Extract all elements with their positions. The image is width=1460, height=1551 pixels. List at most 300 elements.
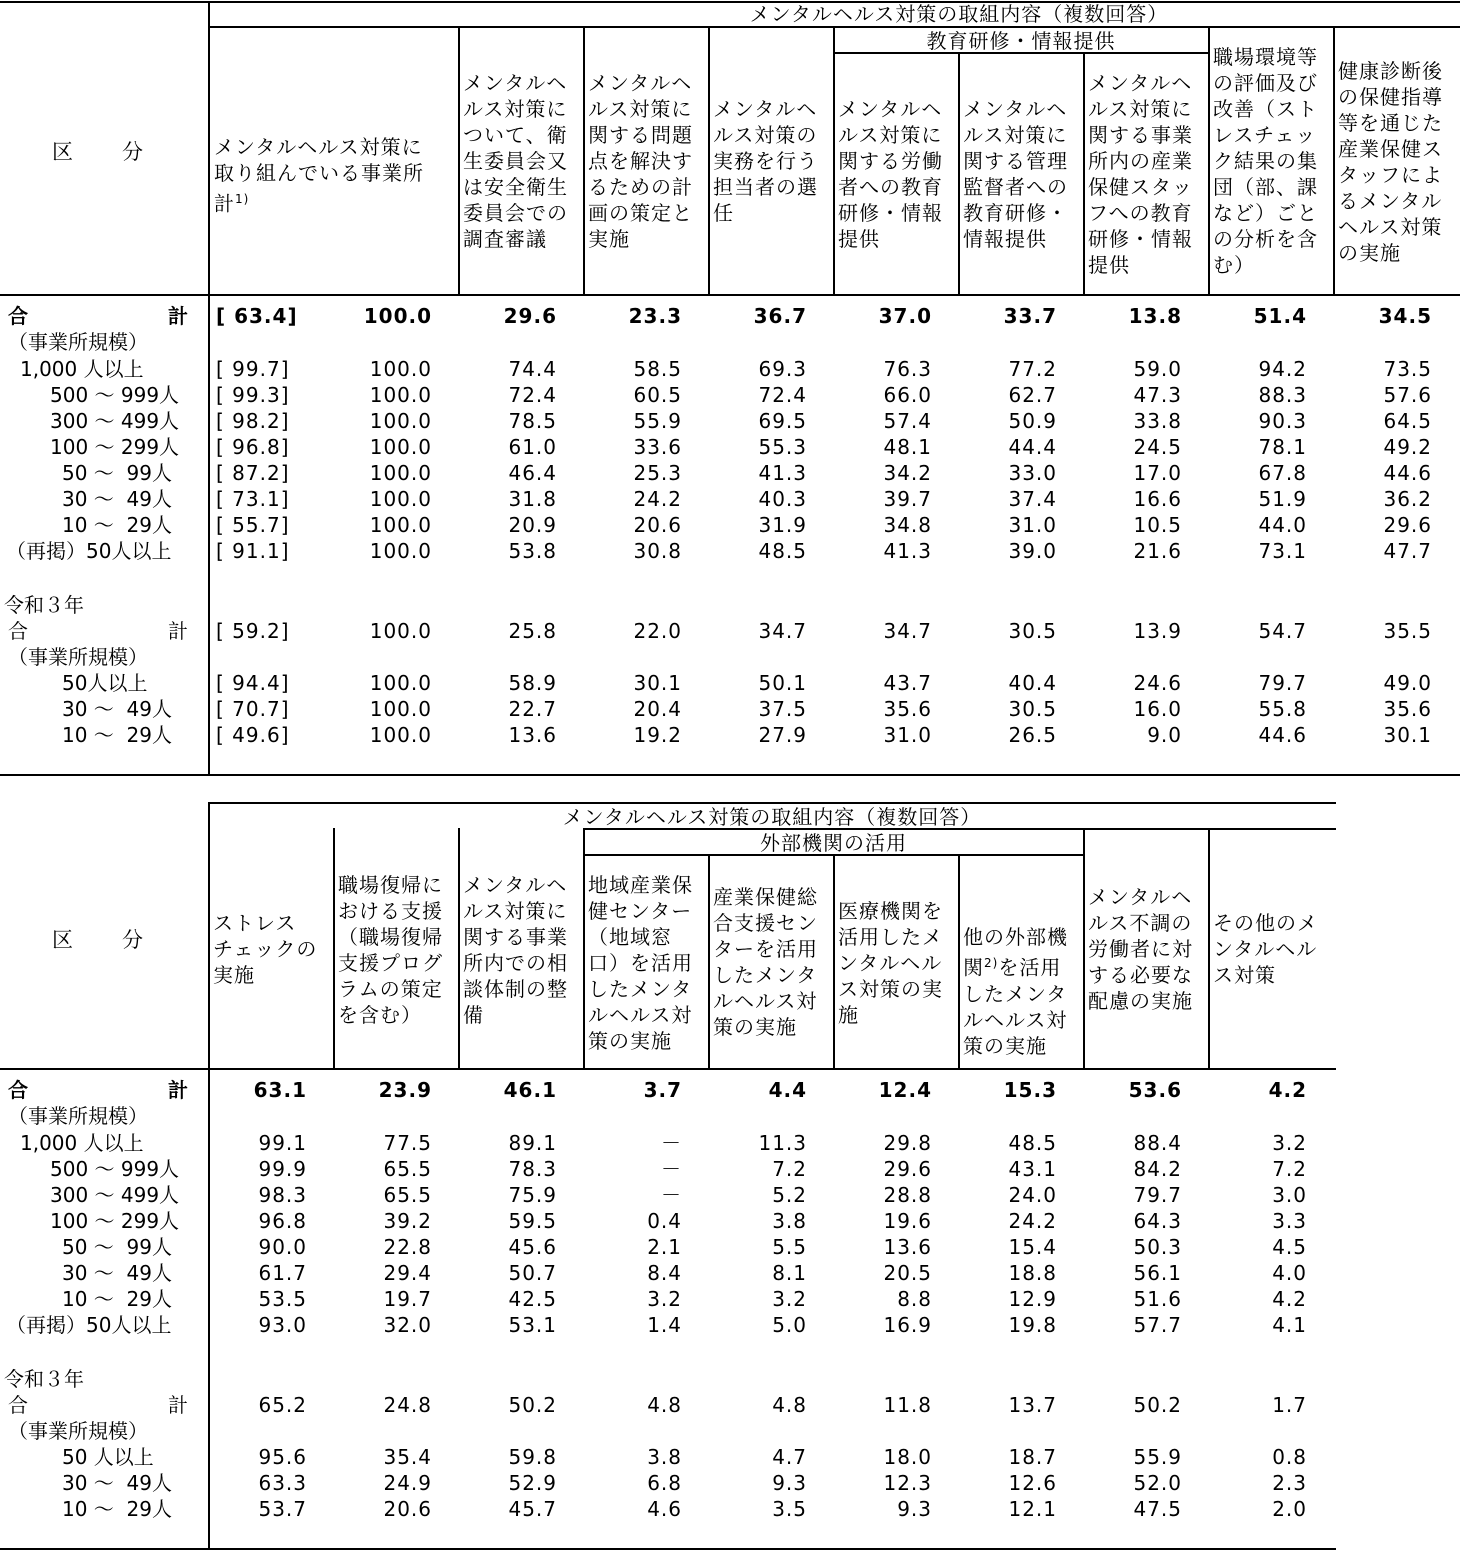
cell-value: 29.6: [503, 304, 557, 328]
cell-value: 18.0: [883, 1445, 932, 1469]
col-header-3: メンタルヘ ルス対策に 関する事業 所内での相 談体制の整 備: [463, 873, 568, 1027]
cell-value: 16.0: [1133, 697, 1182, 721]
cell-value: 19.2: [633, 723, 682, 747]
cell-value: 4.8: [772, 1393, 807, 1417]
cell-value: 72.4: [508, 383, 557, 407]
cell-value: 4.7: [772, 1445, 807, 1469]
cell-total: 100.0: [369, 723, 432, 747]
cell-value: 78.5: [508, 409, 557, 433]
cell-value: 8.4: [647, 1261, 682, 1285]
sub-group-title: 外部機関の活用: [760, 831, 907, 855]
cell-value: 64.3: [1133, 1209, 1182, 1233]
cell-value: 47.7: [1383, 539, 1432, 563]
cell-value: 4.2: [1268, 1078, 1307, 1102]
cell-value: 65.5: [383, 1157, 432, 1181]
cell-value: 44.4: [1008, 435, 1057, 459]
cell-value: 88.3: [1258, 383, 1307, 407]
cell-value: 40.3: [758, 487, 807, 511]
section-label-row: [0, 1366, 208, 1392]
cell-value: 7.2: [772, 1157, 807, 1181]
cell-value: 28.8: [883, 1183, 932, 1207]
table-row: [0, 1234, 1336, 1260]
cell-value: 73.1: [1258, 539, 1307, 563]
cell-value: 18.8: [1008, 1261, 1057, 1285]
table-row: [0, 486, 1460, 512]
cell-value: 12.4: [878, 1078, 932, 1102]
cell-value: －: [661, 1131, 682, 1155]
cell-total: 100.0: [369, 697, 432, 721]
row-label: 30 ～ 49人: [62, 1471, 172, 1495]
cell-value: 3.3: [1272, 1209, 1307, 1233]
section-label: 令和３年: [4, 593, 84, 617]
cell-value: 24.9: [383, 1471, 432, 1495]
cell-value: 12.6: [1008, 1471, 1057, 1495]
row-label-total: 合: [8, 1393, 28, 1417]
cell-total: 100.0: [369, 671, 432, 695]
col-header-2: 職場復帰に おける支援 （職場復帰 支援プログ ラムの策定 を含む）: [338, 873, 443, 1027]
table-row: [0, 1208, 1336, 1234]
cell-value: 78.1: [1258, 435, 1307, 459]
cell-value: 24.2: [1008, 1209, 1057, 1233]
cell-value: 26.5: [1008, 723, 1057, 747]
cell-value: 30.1: [633, 671, 682, 695]
section-label-row: [0, 329, 208, 355]
cell-value: 4.2: [1272, 1287, 1307, 1311]
cell-value: 69.3: [758, 357, 807, 381]
cell-value: 13.9: [1133, 619, 1182, 643]
cell-value: 44.0: [1258, 513, 1307, 537]
cell-value: 59.0: [1133, 357, 1182, 381]
col-header-3: メンタルヘ ルス対策の 実務を行う 担当者の選 任: [713, 97, 818, 225]
cell-value: 9.0: [1147, 723, 1182, 747]
cell-value: 93.0: [258, 1313, 307, 1337]
cell-total: 100.0: [363, 304, 432, 328]
table-lower: 区 分 メンタルヘルス対策の取組内容（複数回答） 外部機関の活用 ストレス チェックの 実施 職場復帰に おける支援 （職場復帰 支援プログ ラムの策定 を含む） メンタルヘ ルス対策に 関する事業 所内での相 談体制の整 備 地域産業保 健センター （地域窓 口）を活用 したメンタ ルヘルス対 策の実施 産業保健総 合支援セン ターを活用 したメンタ ルヘルス対 策の実施 医療機関を 活用したメ ンタルヘル ス対策の実 施 他の外部機 関$^{2)}$を活用 したメンタ ルヘルス対 策の実施 メンタルヘ ルス不調の 労働者に対 する必要な 配慮の実施 その他のメ ンタルヘル ス対策 （事業所規模） 令和３年 （事業所規模） 合 計 63.1 23.9 46.1 3.7 4.4 12.4 15.3 53.6 4.2 1,000 人以上 99.1 77.5 89.1 － 11.3 29.8 48.5 88.4 3.2 500 ～ 999人 99.9 65.5 78.3 － 7.2 29.6 43.1 84.2 7.2 300 ～ 499人 98.3 65.5 75.9 － 5.2 28.8 24.0 79.7 3.0 100 ～ 299人 96.8 39.2 59.5 0.4 3.8 19.6 24.2 64.3 3.3 50 ～ 99人 90.0 22.8 45.6 2.1 5.5 13.6 15.4 50.3 4.5 30 ～ 49人 61.7 29.4 50.7 8.4 8.1 20.5 18.8 56.1 4.0 10 ～ 29人 53.5 19.7 42.5 3.2 3.2 8.8 12.9 51.6 4.2 （再掲）50人以上 93.0 32.0 53.1 1.4 5.0 16.9 19.8 57.7 4.1 合 計 65.2 24.8 50.2 4.8 4.8 11.8 13.7 50.2 1.7 50 人以上 95.6 35.4 59.8 3.8 4.7 18.0 18.7 55.9 0.8 30 ～ 49人 63.3 24.9 52.9 6.8 9.3 12.3 12.6 52.0 2.3 10 ～ 29人 53.7 20.6 45.7 4.6 3.5 9.3 12.1 47.5 2.0: [0, 802, 1336, 1551]
cell-value: 3.5: [772, 1497, 807, 1521]
cell-value: 44.6: [1383, 461, 1432, 485]
cell-value: 23.9: [378, 1078, 432, 1102]
cell-value: 61.7: [258, 1261, 307, 1285]
cell-value: 75.9: [508, 1183, 557, 1207]
cell-value: 41.3: [758, 461, 807, 485]
cell-value: 22.0: [633, 619, 682, 643]
cell-value: －: [661, 1183, 682, 1207]
cell-value: 99.1: [258, 1131, 307, 1155]
cell-value: 19.6: [883, 1209, 932, 1233]
cell-value: 30.5: [1008, 697, 1057, 721]
table-row: [0, 512, 1460, 538]
cell-value: 31.0: [883, 723, 932, 747]
table-row: [0, 722, 1460, 748]
row-label-total: 合: [8, 1078, 28, 1102]
cell-value: 51.9: [1258, 487, 1307, 511]
cell-value: 39.0: [1008, 539, 1057, 563]
table-row: [0, 1130, 1336, 1156]
cell-value: 69.5: [758, 409, 807, 433]
cell-value: 4.6: [647, 1497, 682, 1521]
cell-value: 65.5: [383, 1183, 432, 1207]
row-label: 500 ～ 999人: [50, 383, 180, 407]
col-header-4: 地域産業保 健センター （地域窓 口）を活用 したメンタ ルヘルス対 策の実施: [588, 873, 693, 1053]
table-row: [0, 434, 1460, 460]
cell-value: 53.7: [258, 1497, 307, 1521]
row-label: 300 ～ 499人: [50, 1183, 180, 1207]
cell-bracket: [ 59.2]: [216, 619, 290, 643]
cell-value: 49.2: [1383, 435, 1432, 459]
col-header-5: メンタルヘ ルス対策に 関する管理 監督者への 教育研修・ 情報提供: [963, 97, 1068, 251]
cell-bracket: [ 94.4]: [216, 671, 290, 695]
cell-value: 35.6: [1383, 697, 1432, 721]
cell-value: 95.6: [258, 1445, 307, 1469]
cell-value: 77.2: [1008, 357, 1057, 381]
table-row: [0, 1392, 1336, 1418]
col-total-header: メンタルヘルス対策に 取り組んでいる事業所 計$^{1)}$: [214, 135, 424, 216]
cell-value: 5.2: [772, 1183, 807, 1207]
row-label: （再掲）50人以上: [6, 1313, 172, 1337]
cell-value: 99.9: [258, 1157, 307, 1181]
cell-value: 16.9: [883, 1313, 932, 1337]
cell-value: 42.5: [508, 1287, 557, 1311]
section-label: 令和３年: [4, 1367, 84, 1391]
cell-value: 13.6: [508, 723, 557, 747]
cell-value: 20.6: [383, 1497, 432, 1521]
cell-value: 4.8: [647, 1393, 682, 1417]
col-header-9: その他のメ ンタルヘル ス対策: [1213, 911, 1318, 987]
cell-value: 37.4: [1008, 487, 1057, 511]
cell-value: 30.1: [1383, 723, 1432, 747]
cell-value: 19.7: [383, 1287, 432, 1311]
cell-value: 48.5: [1008, 1131, 1057, 1155]
cell-value: 3.2: [647, 1287, 682, 1311]
cell-value: 72.4: [758, 383, 807, 407]
cell-value: 2.0: [1272, 1497, 1307, 1521]
cell-value: 20.9: [508, 513, 557, 537]
cell-bracket: [ 55.7]: [216, 513, 290, 537]
cell-value: 15.3: [1003, 1078, 1057, 1102]
row-label-total-b: 計: [168, 1078, 188, 1102]
cell-value: 0.8: [1272, 1445, 1307, 1469]
cell-value: 23.3: [628, 304, 682, 328]
cell-value: 52.9: [508, 1471, 557, 1495]
cell-value: 94.2: [1258, 357, 1307, 381]
cell-value: －: [661, 1157, 682, 1181]
cell-value: 15.4: [1008, 1235, 1057, 1259]
row-label-total: 合: [8, 619, 28, 643]
table-row: [0, 1077, 1336, 1103]
cell-value: 90.3: [1258, 409, 1307, 433]
table-row: [0, 696, 1460, 722]
col-header-5: 産業保健総 合支援セン ターを活用 したメンタ ルヘルス対 策の実施: [713, 885, 818, 1039]
cell-value: 61.0: [508, 435, 557, 459]
cell-value: 55.8: [1258, 697, 1307, 721]
cell-value: 11.3: [758, 1131, 807, 1155]
cell-value: 20.5: [883, 1261, 932, 1285]
col-header-4: メンタルヘ ルス対策に 関する労働 者への教育 研修・情報 提供: [838, 97, 943, 251]
cell-value: 43.7: [883, 671, 932, 695]
cell-value: 50.1: [758, 671, 807, 695]
table-row: [0, 1260, 1336, 1286]
table-row: [0, 382, 1460, 408]
col-header-7: 職場環境等 の評価及び 改善（スト レスチェッ ク結果の集 団（部、課 など）ごと の分析を含 む）: [1213, 45, 1318, 277]
cell-value: 3.0: [1272, 1183, 1307, 1207]
cell-total: 100.0: [369, 435, 432, 459]
table-row: [0, 1470, 1336, 1496]
col-header-1: メンタルヘ ルス対策に ついて、衛 生委員会又 は安全衛生 委員会での 調査審議: [463, 71, 568, 251]
col-header-1: ストレス チェックの 実施: [213, 911, 318, 987]
cell-value: 50.7: [508, 1261, 557, 1285]
row-label-total: 合: [8, 304, 28, 328]
cell-value: 32.0: [383, 1313, 432, 1337]
col-header-6: 医療機関を 活用したメ ンタルヘル ス対策の実 施: [838, 899, 943, 1027]
table-upper: 区 分 メンタルヘルス対策の取組内容（複数回答） 教育研修・情報提供 メンタルヘルス対策に 取り組んでいる事業所 計$^{1)}$ メンタルヘ ルス対策に ついて、衛 生委員会又 は安全衛生 委員会での 調査審議 メンタルヘ ルス対策に 関する問題 点を解決す るための計 画の策定と 実施 メンタルヘ ルス対策の 実務を行う 担当者の選 任 メンタルヘ ルス対策に 関する労働 者への教育 研修・情報 提供 メンタルヘ ルス対策に 関する管理 監督者への 教育研修・ 情報提供 メンタルヘ ルス対策に 関する事業 所内の産業 保健スタッ フへの教育 研修・情報 提供 職場環境等 の評価及び 改善（スト レスチェッ ク結果の集 団（部、課 など）ごと の分析を含 む） 健康診断後 の保健指導 等を通じた 産業保健ス タッフによ るメンタル ヘルス対策 の実施 （事業所規模） 令和３年 （事業所規模） 合 計 [ 63.4] 100.0 29.6 23.3 36.7 37.0 33.7 13.8 51.4 34.5 1,000 人以上 [ 99.7] 100.0 74.4 58.5 69.3 76.3 77.2 59.0 94.2 73.5 500 ～ 999人 [ 99.3] 100.0 72.4 60.5 72.4 66.0 62.7 47.3 88.3 57.6 300 ～ 499人 [ 98.2] 100.0 78.5 55.9 69.5 57.4 50.9 33.8 90.3 64.5 100 ～ 299人 [ 96.8] 100.0 61.0 33.6 55.3 48.1 44.4 24.5 78.1 49.2 50 ～ 99人 [ 87.2] 100.0 46.4 25.3 41.3 34.2 33.0 17.0 67.8 44.6 30 ～ 49人 [ 73.1] 100.0 31.8 24.2 40.3 39.7 37.4 16.6 51.9 36.2 10 ～ 29人 [ 55.7] 100.0 20.9 20.6 31.9 34.8 31.0 10.5 44.0 29.6 （再掲）50人以上 [ 91.1] 100.0 53.8 30.8 48.5 41.3 39.0 21.6 73.1 47.7 合 計 [ 59.2] 100.0 25.8 22.0 34.7 34.7 30.5 13.9 54.7 35.5 50人以上 [ 94.4] 100.0 58.9 30.1 50.1 43.7 40.4 24.6 79.7 49.0 30 ～ 49人 [ 70.7] 100.0 22.7 20.4 37.5 35.6 30.5 16.0 55.8 35.6 10 ～ 29人 [ 49.6] 100.0 13.6 19.2 27.9 31.0 26.5 9.0 44.6 30.1: [0, 0, 1460, 778]
cell-value: 63.1: [253, 1078, 307, 1102]
table-row: [0, 303, 1460, 329]
cell-value: 48.1: [883, 435, 932, 459]
cell-bracket: [ 96.8]: [216, 435, 290, 459]
cell-value: 34.5: [1378, 304, 1432, 328]
cell-value: 31.9: [758, 513, 807, 537]
cell-value: 8.1: [772, 1261, 807, 1285]
cell-value: 34.2: [883, 461, 932, 485]
cell-value: 25.3: [633, 461, 682, 485]
cell-value: 40.4: [1008, 671, 1057, 695]
group-title: メンタルヘルス対策の取組内容（複数回答）: [562, 805, 982, 829]
cell-total: 100.0: [369, 619, 432, 643]
cell-value: 16.6: [1133, 487, 1182, 511]
row-label: 10 ～ 29人: [62, 513, 172, 537]
col-header-8: メンタルヘ ルス不調の 労働者に対 する必要な 配慮の実施: [1088, 885, 1193, 1013]
row-label: 500 ～ 999人: [50, 1157, 180, 1181]
row-label: 10 ～ 29人: [62, 723, 172, 747]
cell-bracket: [ 73.1]: [216, 487, 290, 511]
cell-value: 46.1: [503, 1078, 557, 1102]
cell-value: 55.9: [633, 409, 682, 433]
cell-value: 11.8: [883, 1393, 932, 1417]
section-label-row: [0, 592, 208, 618]
group-title: メンタルヘルス対策の取組内容（複数回答）: [749, 2, 1169, 26]
cell-total: 100.0: [369, 383, 432, 407]
cell-value: 57.6: [1383, 383, 1432, 407]
cell-value: 5.0: [772, 1313, 807, 1337]
cell-value: 96.8: [258, 1209, 307, 1233]
cell-value: 57.7: [1133, 1313, 1182, 1337]
cell-value: 21.6: [1133, 539, 1182, 563]
cell-value: 51.4: [1253, 304, 1307, 328]
cell-value: 45.6: [508, 1235, 557, 1259]
cell-value: 13.6: [883, 1235, 932, 1259]
cell-value: 53.6: [1128, 1078, 1182, 1102]
cell-value: 1.4: [647, 1313, 682, 1337]
cell-total: 100.0: [369, 513, 432, 537]
cell-value: 2.3: [1272, 1471, 1307, 1495]
cell-value: 49.0: [1383, 671, 1432, 695]
cell-value: 52.0: [1133, 1471, 1182, 1495]
section-label: （事業所規模）: [8, 645, 148, 669]
cell-value: 12.1: [1008, 1497, 1057, 1521]
cell-value: 39.2: [383, 1209, 432, 1233]
cell-value: 27.9: [758, 723, 807, 747]
cell-value: 0.4: [647, 1209, 682, 1233]
cell-value: 84.2: [1133, 1157, 1182, 1181]
cell-value: 64.5: [1383, 409, 1432, 433]
cell-bracket: [ 70.7]: [216, 697, 290, 721]
cell-value: 50.2: [508, 1393, 557, 1417]
table-row: [0, 460, 1460, 486]
cell-value: 36.2: [1383, 487, 1432, 511]
cell-value: 51.6: [1133, 1287, 1182, 1311]
cell-value: 24.8: [383, 1393, 432, 1417]
table-row: [0, 538, 1460, 564]
cell-value: 98.3: [258, 1183, 307, 1207]
cell-value: 88.4: [1133, 1131, 1182, 1155]
cell-value: 79.7: [1258, 671, 1307, 695]
row-label: 30 ～ 49人: [62, 697, 172, 721]
cell-bracket: [ 91.1]: [216, 539, 290, 563]
cell-value: 41.3: [883, 539, 932, 563]
cell-total: 100.0: [369, 539, 432, 563]
col-header-7: 他の外部機 関$^{2)}$を活用 したメンタ ルヘルス対 策の実施: [963, 925, 1068, 1058]
row-label: 50 ～ 99人: [62, 461, 172, 485]
cell-value: 3.2: [1272, 1131, 1307, 1155]
cell-value: 3.8: [647, 1445, 682, 1469]
cell-value: 4.1: [1272, 1313, 1307, 1337]
row-label: 100 ～ 299人: [50, 435, 180, 459]
cell-value: 33.6: [633, 435, 682, 459]
cell-value: 62.7: [1008, 383, 1057, 407]
cell-value: 4.4: [768, 1078, 807, 1102]
cell-value: 89.1: [508, 1131, 557, 1155]
table-row: [0, 618, 1460, 644]
cell-value: 24.0: [1008, 1183, 1057, 1207]
cell-bracket: [ 63.4]: [216, 304, 298, 328]
cell-value: 43.1: [1008, 1157, 1057, 1181]
cell-total: 100.0: [369, 461, 432, 485]
cell-value: 39.7: [883, 487, 932, 511]
cell-bracket: [ 98.2]: [216, 409, 290, 433]
cell-value: 31.8: [508, 487, 557, 511]
cell-value: 37.0: [878, 304, 932, 328]
section-label-row: [0, 644, 208, 670]
cell-value: 17.0: [1133, 461, 1182, 485]
row-label: 10 ～ 29人: [62, 1497, 172, 1521]
cell-value: 36.7: [753, 304, 807, 328]
row-label: 100 ～ 299人: [50, 1209, 180, 1233]
row-label: 10 ～ 29人: [62, 1287, 172, 1311]
cell-value: 74.4: [508, 357, 557, 381]
cell-value: 73.5: [1383, 357, 1432, 381]
cell-value: 19.8: [1008, 1313, 1057, 1337]
cell-value: 48.5: [758, 539, 807, 563]
cell-value: 1.7: [1272, 1393, 1307, 1417]
cell-value: 65.2: [258, 1393, 307, 1417]
cell-value: 8.8: [897, 1287, 932, 1311]
cell-value: 2.1: [647, 1235, 682, 1259]
cell-value: 3.2: [772, 1287, 807, 1311]
cell-value: 24.5: [1133, 435, 1182, 459]
cell-value: 35.6: [883, 697, 932, 721]
row-label: 300 ～ 499人: [50, 409, 180, 433]
section-label: （事業所規模）: [8, 1419, 148, 1443]
table-row: [0, 1286, 1336, 1312]
table-row: [0, 670, 1460, 696]
cell-bracket: [ 99.7]: [216, 357, 290, 381]
cell-value: 29.8: [883, 1131, 932, 1155]
cell-value: 57.4: [883, 409, 932, 433]
cell-value: 24.2: [633, 487, 682, 511]
cell-value: 20.4: [633, 697, 682, 721]
cell-value: 34.7: [883, 619, 932, 643]
cell-value: 18.7: [1008, 1445, 1057, 1469]
cell-value: 33.7: [1003, 304, 1057, 328]
row-label: 1,000 人以上: [20, 357, 144, 381]
row-label: 50人以上: [62, 671, 148, 695]
cell-value: 66.0: [883, 383, 932, 407]
cell-value: 12.9: [1008, 1287, 1057, 1311]
col-header-8: 健康診断後 の保健指導 等を通じた 産業保健ス タッフによ るメンタル ヘルス対策 の実施: [1338, 59, 1443, 265]
cell-value: 77.5: [383, 1131, 432, 1155]
section-label: （事業所規模）: [8, 330, 148, 354]
cell-value: 30.5: [1008, 619, 1057, 643]
cell-value: 7.2: [1272, 1157, 1307, 1181]
cell-value: 29.4: [383, 1261, 432, 1285]
cell-value: 9.3: [897, 1497, 932, 1521]
section-label-row: [0, 1418, 208, 1444]
table-row: [0, 1496, 1336, 1522]
cell-value: 63.3: [258, 1471, 307, 1495]
cell-value: 6.8: [647, 1471, 682, 1495]
cell-value: 31.0: [1008, 513, 1057, 537]
row-label: （再掲）50人以上: [6, 539, 172, 563]
cell-total: 100.0: [369, 357, 432, 381]
cell-value: 46.4: [508, 461, 557, 485]
cell-value: 10.5: [1133, 513, 1182, 537]
table-row: [0, 1182, 1336, 1208]
cell-bracket: [ 87.2]: [216, 461, 290, 485]
cell-value: 76.3: [883, 357, 932, 381]
cell-value: 4.0: [1272, 1261, 1307, 1285]
row-label-total-b: 計: [168, 1393, 188, 1417]
cell-value: 4.5: [1272, 1235, 1307, 1259]
cell-value: 9.3: [772, 1471, 807, 1495]
cell-value: 90.0: [258, 1235, 307, 1259]
cell-value: 24.6: [1133, 671, 1182, 695]
cell-value: 79.7: [1133, 1183, 1182, 1207]
sub-group-title: 教育研修・情報提供: [926, 29, 1116, 53]
cell-value: 20.6: [633, 513, 682, 537]
cell-value: 56.1: [1133, 1261, 1182, 1285]
col-header-6: メンタルヘ ルス対策に 関する事業 所内の産業 保健スタッ フへの教育 研修・情報 提供: [1088, 71, 1193, 277]
cell-value: 54.7: [1258, 619, 1307, 643]
row-label: 50 人以上: [62, 1445, 154, 1469]
cell-value: 33.0: [1008, 461, 1057, 485]
table-row: [0, 356, 1460, 382]
cell-value: 35.4: [383, 1445, 432, 1469]
cell-value: 58.5: [633, 357, 682, 381]
table-row: [0, 1312, 1336, 1338]
cell-total: 100.0: [369, 487, 432, 511]
table-row: [0, 1156, 1336, 1182]
cell-value: 30.8: [633, 539, 682, 563]
section-label: （事業所規模）: [8, 1104, 148, 1128]
cell-value: 12.3: [883, 1471, 932, 1495]
cell-value: 53.5: [258, 1287, 307, 1311]
cell-value: 59.8: [508, 1445, 557, 1469]
cell-value: 35.5: [1383, 619, 1432, 643]
row-label: 30 ～ 49人: [62, 487, 172, 511]
section-label-row: [0, 1103, 208, 1129]
row-label: 30 ～ 49人: [62, 1261, 172, 1285]
cell-value: 29.6: [883, 1157, 932, 1181]
